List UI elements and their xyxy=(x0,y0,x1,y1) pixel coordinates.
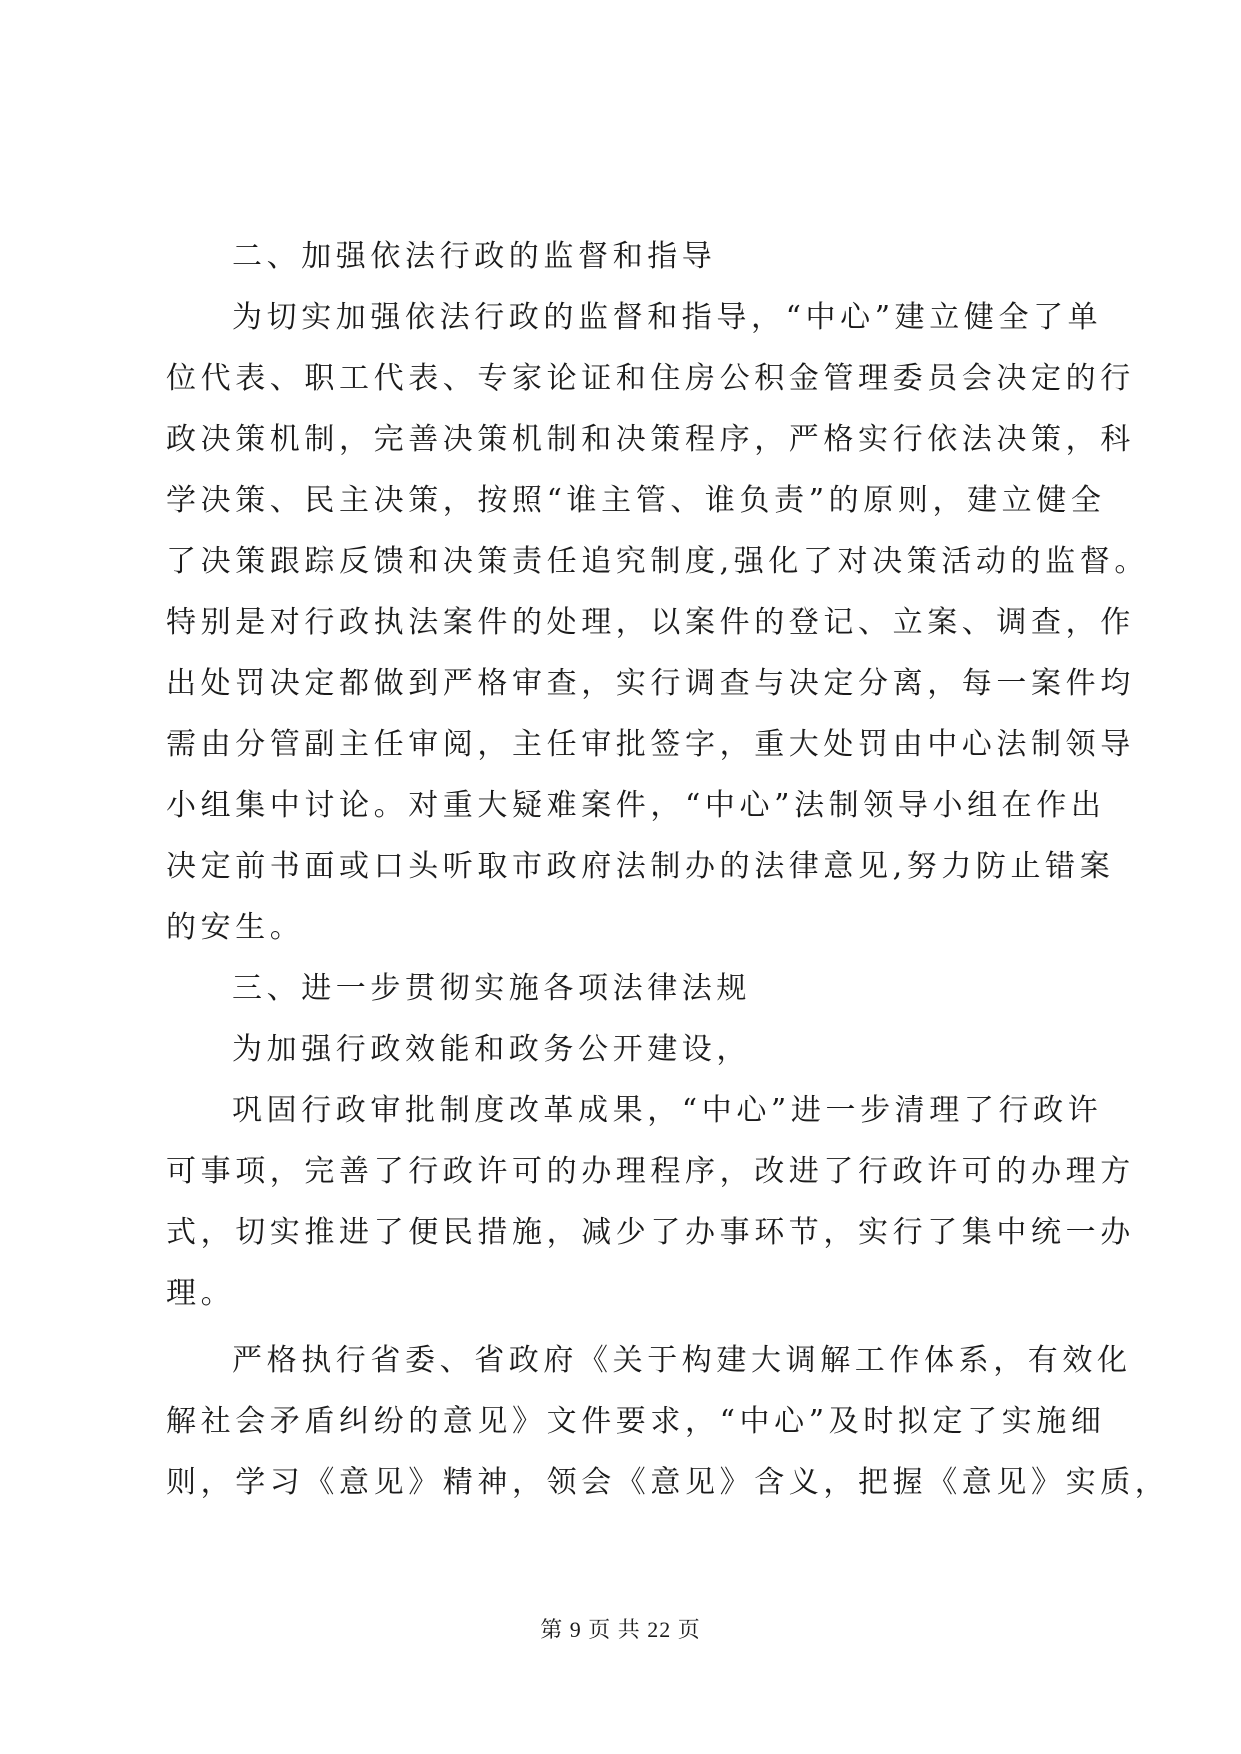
text-line: 的安生。 xyxy=(166,910,305,945)
paragraph-approval-reform xyxy=(166,1080,1135,1324)
text-line: 出处罚决定都做到严格审查，实行调查与决定分离，每一案件均 xyxy=(166,666,1135,701)
document-body xyxy=(166,226,1170,1513)
section-heading-2: 二、加强依法行政的监督和指导 xyxy=(232,239,717,274)
section-heading-3: 三、进一步贯彻实施各项法律法规 xyxy=(232,971,751,1006)
text-line: 小组集中讨论。对重大疑难案件，“中心”法制领导小组在作出 xyxy=(166,788,1106,823)
text-line: 决定前书面或口头听取市政府法制办的法律意见,努力防止错案 xyxy=(166,849,1115,884)
text-line: 位代表、职工代表、专家论证和住房公积金管理委员会决定的行 xyxy=(166,361,1135,396)
text-line: 可事项，完善了行政许可的办理程序，改进了行政许可的办理方 xyxy=(166,1154,1135,1189)
text-line: 学决策、民主决策，按照“谁主管、谁负责”的原则，建立健全 xyxy=(166,483,1106,518)
text-line: 巩固行政审批制度改革成果，“中心”进一步清理了行政许 xyxy=(232,1093,1103,1128)
paragraph-supervision xyxy=(166,287,1149,958)
text-line: 特别是对行政执法案件的处理，以案件的登记、立案、调查，作 xyxy=(166,605,1135,640)
text-line: 则，学习《意见》精神，领会《意见》含义，把握《意见》实质， xyxy=(166,1465,1170,1500)
paragraph-efficiency: 为加强行政效能和政务公开建设， xyxy=(232,1032,751,1067)
text-line: 为切实加强依法行政的监督和指导，“中心”建立健全了单 xyxy=(232,300,1103,335)
text-line: 需由分管副主任审阅，主任审批签字，重大处罚由中心法制领导 xyxy=(166,727,1135,762)
paragraph-mediation xyxy=(166,1330,1170,1513)
text-line: 严格执行省委、省政府《关于构建大调解工作体系，有效化 xyxy=(232,1343,1132,1378)
text-line: 政决策机制，完善决策机制和决策程序，严格实行依法决策，科 xyxy=(166,422,1135,457)
text-line: 式，切实推进了便民措施，减少了办事环节，实行了集中统一办 xyxy=(166,1215,1135,1250)
text-line: 了决策跟踪反馈和决策责任追究制度,强化了对决策活动的监督。 xyxy=(166,544,1149,579)
text-line: 理。 xyxy=(166,1276,236,1311)
text-line: 解社会矛盾纠纷的意见》文件要求，“中心”及时拟定了实施细 xyxy=(166,1404,1106,1439)
page-number-footer: 第 9 页 共 22 页 xyxy=(540,1617,701,1642)
